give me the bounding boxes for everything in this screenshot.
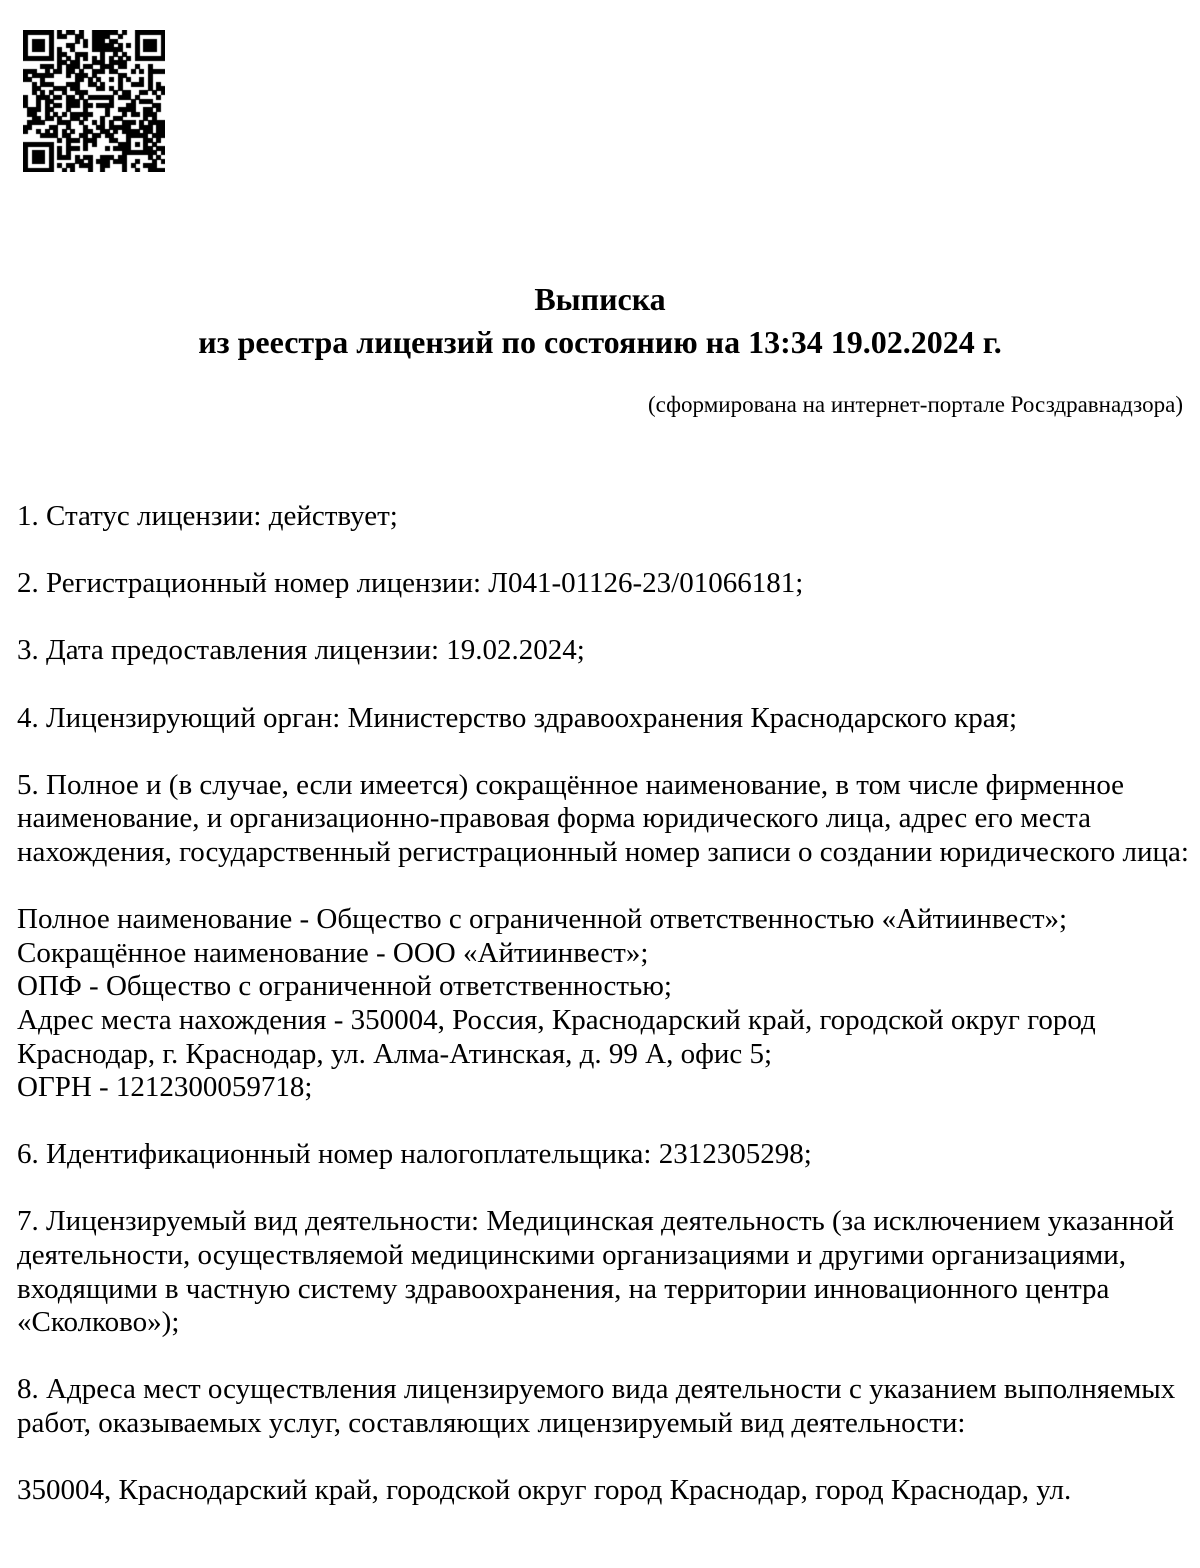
paragraph-line: Полное наименование - Общество с ограниченной ответственностью «Айтиинвест»;: [17, 903, 1068, 936]
paragraph-licensing-authority: [17, 702, 1183, 736]
paragraph-licensed-activity: [17, 1205, 1183, 1339]
paragraph-line: 350004, Краснодарский край, городской округ город Краснодар, город Краснодар, ул.: [17, 1474, 1072, 1507]
paragraph-inn: [17, 1138, 1183, 1172]
paragraph-line: 3. Дата предоставления лицензии: 19.02.2024;: [17, 634, 585, 667]
paragraph-line: 8. Адреса мест осуществления лицензируемого вида деятельности с указанием выполняемых: [17, 1373, 1176, 1406]
paragraph-status: [17, 500, 1183, 534]
paragraph-license-date: [17, 634, 1183, 668]
paragraph-organization-details: [17, 903, 1183, 1105]
paragraph-line: 5. Полное и (в случае, если имеется) сокращённое наименование, в том числе фирменное: [17, 768, 1125, 801]
paragraph-line: Сокращённое наименование - ООО «Айтиинвест»;: [17, 936, 649, 969]
document-body: [17, 500, 1189, 1541]
title-line-2: из реестра лицензий по состоянию на 13:34 19.02.2024 г.: [198, 324, 1002, 360]
document-subtitle: (сформирована на интернет-портале Росздравнадзора): [648, 392, 1183, 417]
document-title: [0, 278, 1200, 364]
paragraph-activity-addresses-heading: [17, 1373, 1183, 1440]
paragraph-line: работ, оказываемых услуг, составляющих лицензируемый вид деятельности:: [17, 1407, 966, 1440]
paragraph-line: наименование, и организационно-правовая форма юридического лица, адрес его места: [17, 802, 1091, 835]
paragraph-line: Краснодар, г. Краснодар, ул. Алма-Атинская, д. 99 А, офис 5;: [17, 1037, 773, 1070]
paragraph-line: 2. Регистрационный номер лицензии: Л041-01126-23/01066181;: [17, 567, 804, 600]
paragraph-line: деятельности, осуществляемой медицинскими организациями и другими организациями,: [17, 1239, 1127, 1272]
paragraph-registration-number: [17, 567, 1183, 601]
paragraph-line: 6. Идентификационный номер налогоплательщика: 2312305298;: [17, 1138, 812, 1171]
paragraph-line: входящими в частную систему здравоохранения, на территории инновационного центра: [17, 1272, 1110, 1305]
paragraph-line: 1. Статус лицензии: действует;: [17, 500, 398, 532]
paragraph-name-heading: [17, 768, 1189, 870]
paragraph-line: 4. Лицензирующий орган: Министерство здравоохранения Краснодарского края;: [17, 701, 1018, 734]
title-line-1: Выписка: [534, 281, 666, 317]
paragraph-activity-address: [17, 1474, 1183, 1508]
paragraph-line: «Сколково»);: [17, 1306, 180, 1339]
paragraph-line: 7. Лицензируемый вид деятельности: Медицинская деятельность (за исключением указанной: [17, 1205, 1175, 1238]
paragraph-line: ОПФ - Общество с ограниченной ответственностью;: [17, 970, 672, 1003]
paragraph-line: ОГРН - 1212300059718;: [17, 1071, 313, 1104]
paragraph-line: Адрес места нахождения - 350004, Россия, Краснодарский край, городской округ город: [17, 1003, 1096, 1036]
qr-code-icon: [23, 30, 165, 172]
paragraph-line: нахождения, государственный регистрационный номер записи о создании юридического лица:: [17, 835, 1189, 868]
